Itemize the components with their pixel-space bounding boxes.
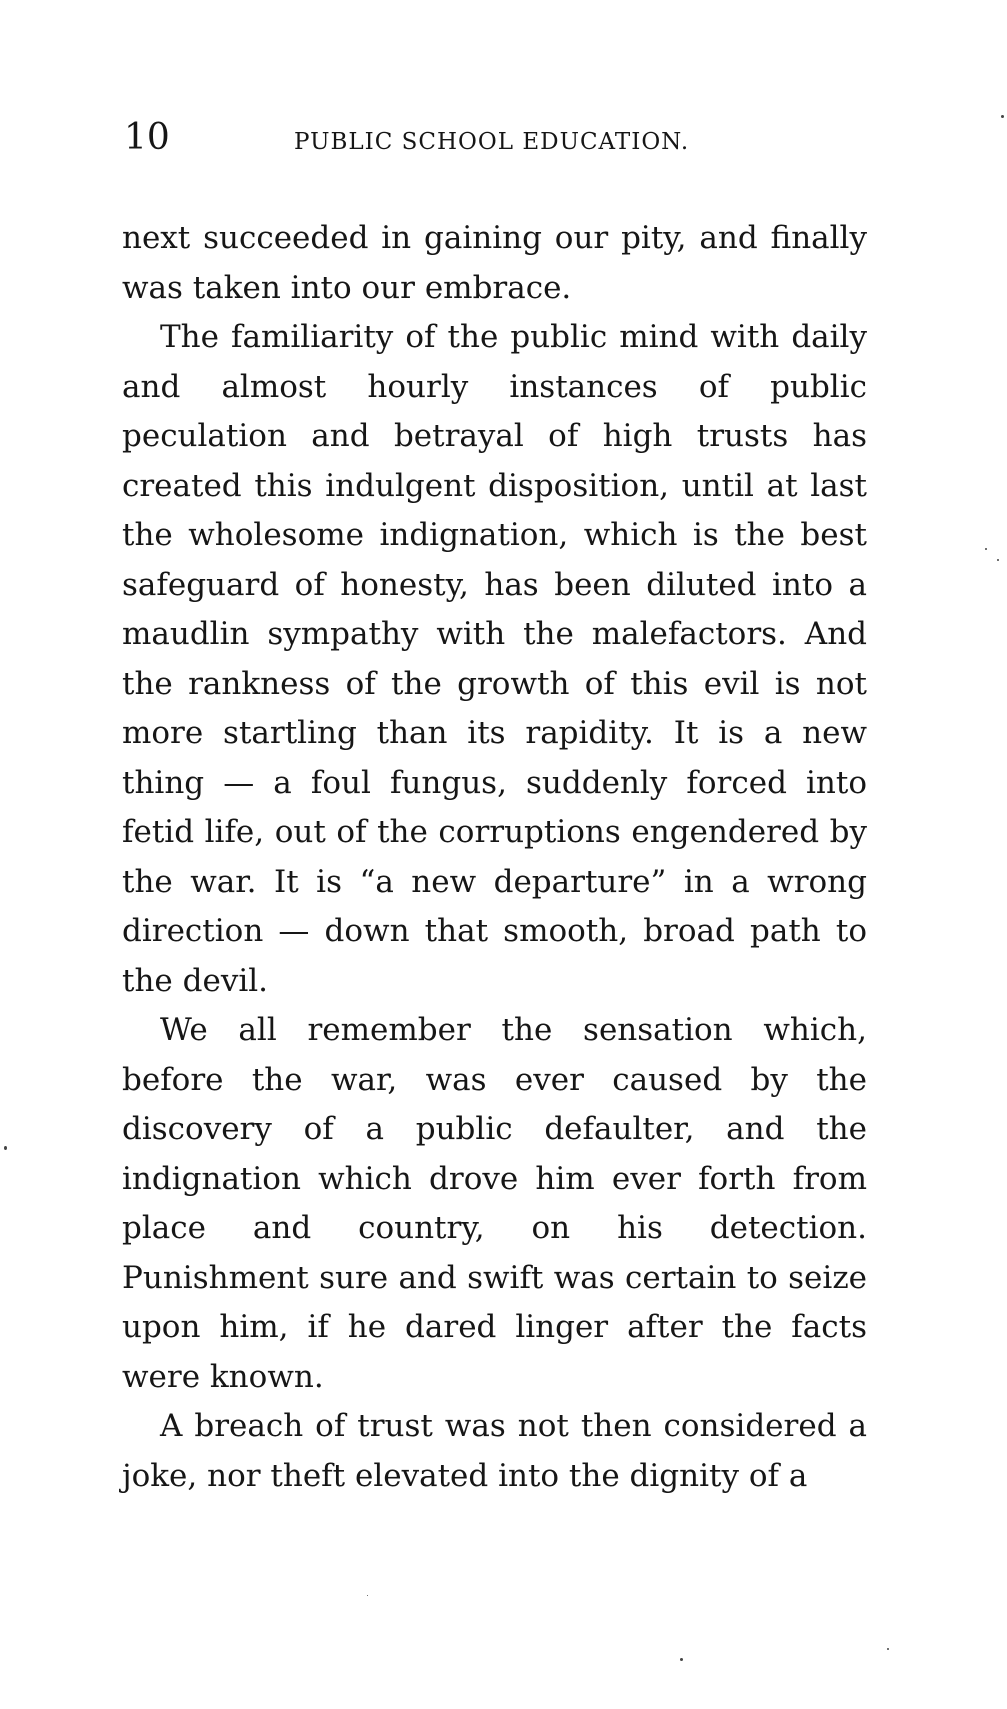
- page-header: [110, 112, 910, 164]
- scan-speck: [680, 1658, 683, 1661]
- scan-speck: [1001, 115, 1004, 118]
- paragraph-familiarity: The familiarity of the public mind with daily and almost hourly instances of public peculation and betrayal of high trusts has created this indulgent disposition, until at last the wholesome indignation, which is the best safeguard of honesty, has been diluted into a maudlin sympathy with the malefactors. And the rankness of the growth of this evil is not more startling than its rapidity. It is a new thing — a foul fungus, suddenly forced into fetid life, out of the corruptions engendered by the war. It is “a new departure” in a wrong direction — down that smooth, broad path to the devil.: [122, 319, 867, 999]
- scan-speck: [887, 1648, 889, 1650]
- body-text: [122, 214, 867, 1501]
- scan-speck: [367, 1595, 368, 1596]
- running-head: PUBLIC SCHOOL EDUCATION.: [294, 129, 690, 155]
- page-number: 10: [124, 117, 170, 158]
- scan-speck: [997, 559, 999, 561]
- paragraph-continuation: next succeeded in gaining our pity, and finally was taken into our embrace.: [122, 220, 867, 306]
- paragraph-remember: We all remember the sensation which, before the war, was ever caused by the discovery of a public defaulter, and the indignation which drove him ever forth from place and country, on his detection. Punishment sure and swift was certain to seize upon him, if he dared linger after the facts were known.: [122, 1012, 867, 1395]
- paragraph-breach: A breach of trust was not then considered a joke, nor theft elevated into the dignity of a: [122, 1408, 867, 1494]
- scan-speck: [4, 1146, 7, 1150]
- scan-speck: [985, 548, 987, 550]
